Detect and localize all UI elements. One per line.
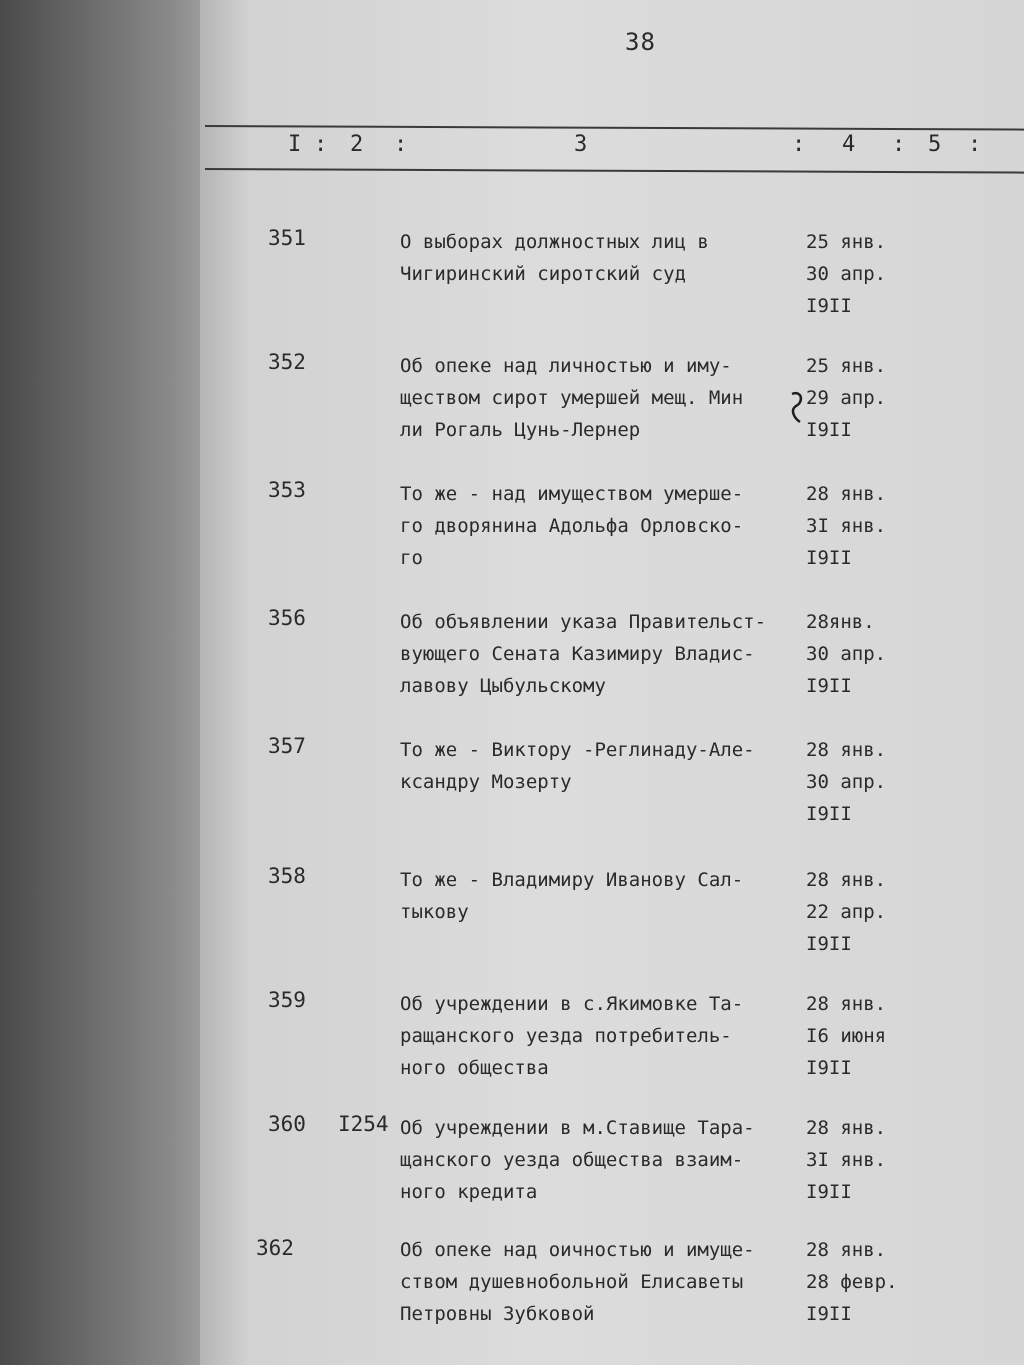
record-title <box>400 1234 810 1330</box>
record-number: 353 <box>268 478 306 502</box>
record-title <box>400 226 810 290</box>
record-title-line: ного кредита <box>400 1181 538 1203</box>
record-date-start: 28 янв. <box>806 483 887 505</box>
record-title <box>400 350 810 446</box>
column-separator: : <box>394 132 408 157</box>
record-year: I9II <box>806 419 852 441</box>
record-dates <box>806 226 916 322</box>
column-separator: : <box>314 132 328 157</box>
record-dates <box>806 988 916 1084</box>
record-date-start: 28 янв. <box>806 1239 887 1261</box>
record-date-end: 28 февр. <box>806 1271 898 1293</box>
column-header-3: 3 <box>574 132 588 157</box>
column-header-5: 5 <box>928 132 942 157</box>
record-dates <box>806 1112 916 1208</box>
record-title-line: То же - над имуществом умерше- <box>400 483 744 505</box>
record-title-line: То же - Владимиру Иванову Сал- <box>400 869 744 891</box>
record-dates <box>806 734 916 830</box>
record-number: 356 <box>268 606 306 630</box>
record-year: I9II <box>806 803 852 825</box>
record-title-line: Петровны Зубковой <box>400 1303 595 1325</box>
record-year: I9II <box>806 675 852 697</box>
record-number: 362 <box>256 1236 294 1260</box>
record-secondary-number: I254 <box>338 1112 389 1136</box>
record-title <box>400 864 810 928</box>
record-title-line: щанского уезда общества взаим- <box>400 1149 744 1171</box>
record-number: 358 <box>268 864 306 888</box>
record-number: 360 <box>268 1112 306 1136</box>
record-title-line: То же - Виктору -Реглинаду-Але- <box>400 739 755 761</box>
record-year: I9II <box>806 1303 852 1325</box>
column-separator: : <box>968 132 982 157</box>
record-title-line: го дворянина Адольфа Орловско- <box>400 515 744 537</box>
record-number: 351 <box>268 226 306 250</box>
record-title <box>400 734 810 798</box>
record-title-line: Об объявлении указа Правительст- <box>400 611 767 633</box>
record-date-end: 29 апр. <box>806 387 887 409</box>
record-title-line: го <box>400 547 423 569</box>
column-separator: : <box>892 132 906 157</box>
record-date-start: 28 янв. <box>806 739 887 761</box>
record-title-line: Об учреждении в м.Ставище Тара- <box>400 1117 755 1139</box>
record-title-line: Об учреждении в с.Якимовке Та- <box>400 993 744 1015</box>
record-title-line: тыкову <box>400 901 469 923</box>
record-date-start: 28янв. <box>806 611 875 633</box>
record-date-start: 28 янв. <box>806 869 887 891</box>
record-title-line: Чигиринский сиротский суд <box>400 263 686 285</box>
record-year: I9II <box>806 933 852 955</box>
record-title-line: ного общества <box>400 1057 549 1079</box>
record-dates <box>806 1234 916 1330</box>
page-number: 38 <box>625 28 656 56</box>
record-title <box>400 1112 810 1208</box>
column-header-4: 4 <box>842 132 856 157</box>
record-date-end: 30 апр. <box>806 771 887 793</box>
record-dates <box>806 478 916 574</box>
record-dates <box>806 350 916 446</box>
record-date-end: 3I янв. <box>806 515 887 537</box>
column-separator: : <box>792 132 806 157</box>
record-title-line: О выборах должностных лиц в <box>400 231 709 253</box>
record-year: I9II <box>806 547 852 569</box>
record-date-end: 3I янв. <box>806 1149 887 1171</box>
record-title-line: Об опеке над личностью и иму- <box>400 355 732 377</box>
record-date-end: I6 июня <box>806 1025 887 1047</box>
record-title-line: ращанского уезда потребитель- <box>400 1025 732 1047</box>
record-title-line: Об опеке над оичностью и имуще- <box>400 1239 755 1261</box>
record-year: I9II <box>806 1181 852 1203</box>
record-title <box>400 988 810 1084</box>
record-date-end: 30 апр. <box>806 643 887 665</box>
record-year: I9II <box>806 1057 852 1079</box>
record-dates <box>806 606 916 702</box>
record-title-line: ксандру Мозерту <box>400 771 572 793</box>
record-date-end: 30 апр. <box>806 263 887 285</box>
record-title-line: ли Рогаль Цунь-Лернер <box>400 419 641 441</box>
record-title-line: лавову Цыбульскому <box>400 675 606 697</box>
record-title-line: ством душевнобольной Елисаветы <box>400 1271 744 1293</box>
column-header-1: I <box>288 132 302 157</box>
column-header-2: 2 <box>350 132 364 157</box>
handwritten-mark-icon <box>786 388 808 428</box>
record-date-start: 28 янв. <box>806 1117 887 1139</box>
record-number: 357 <box>268 734 306 758</box>
record-title <box>400 606 810 702</box>
record-date-start: 28 янв. <box>806 993 887 1015</box>
record-date-start: 25 янв. <box>806 355 887 377</box>
book-binding-shadow <box>0 0 215 1365</box>
record-date-end: 22 апр. <box>806 901 887 923</box>
record-year: I9II <box>806 295 852 317</box>
record-number: 352 <box>268 350 306 374</box>
record-title-line: ществом сирот умершей мещ. Мин <box>400 387 744 409</box>
record-number: 359 <box>268 988 306 1012</box>
record-dates <box>806 864 916 960</box>
record-title <box>400 478 810 574</box>
record-date-start: 25 янв. <box>806 231 887 253</box>
record-title-line: вующего Сената Казимиру Владис- <box>400 643 755 665</box>
